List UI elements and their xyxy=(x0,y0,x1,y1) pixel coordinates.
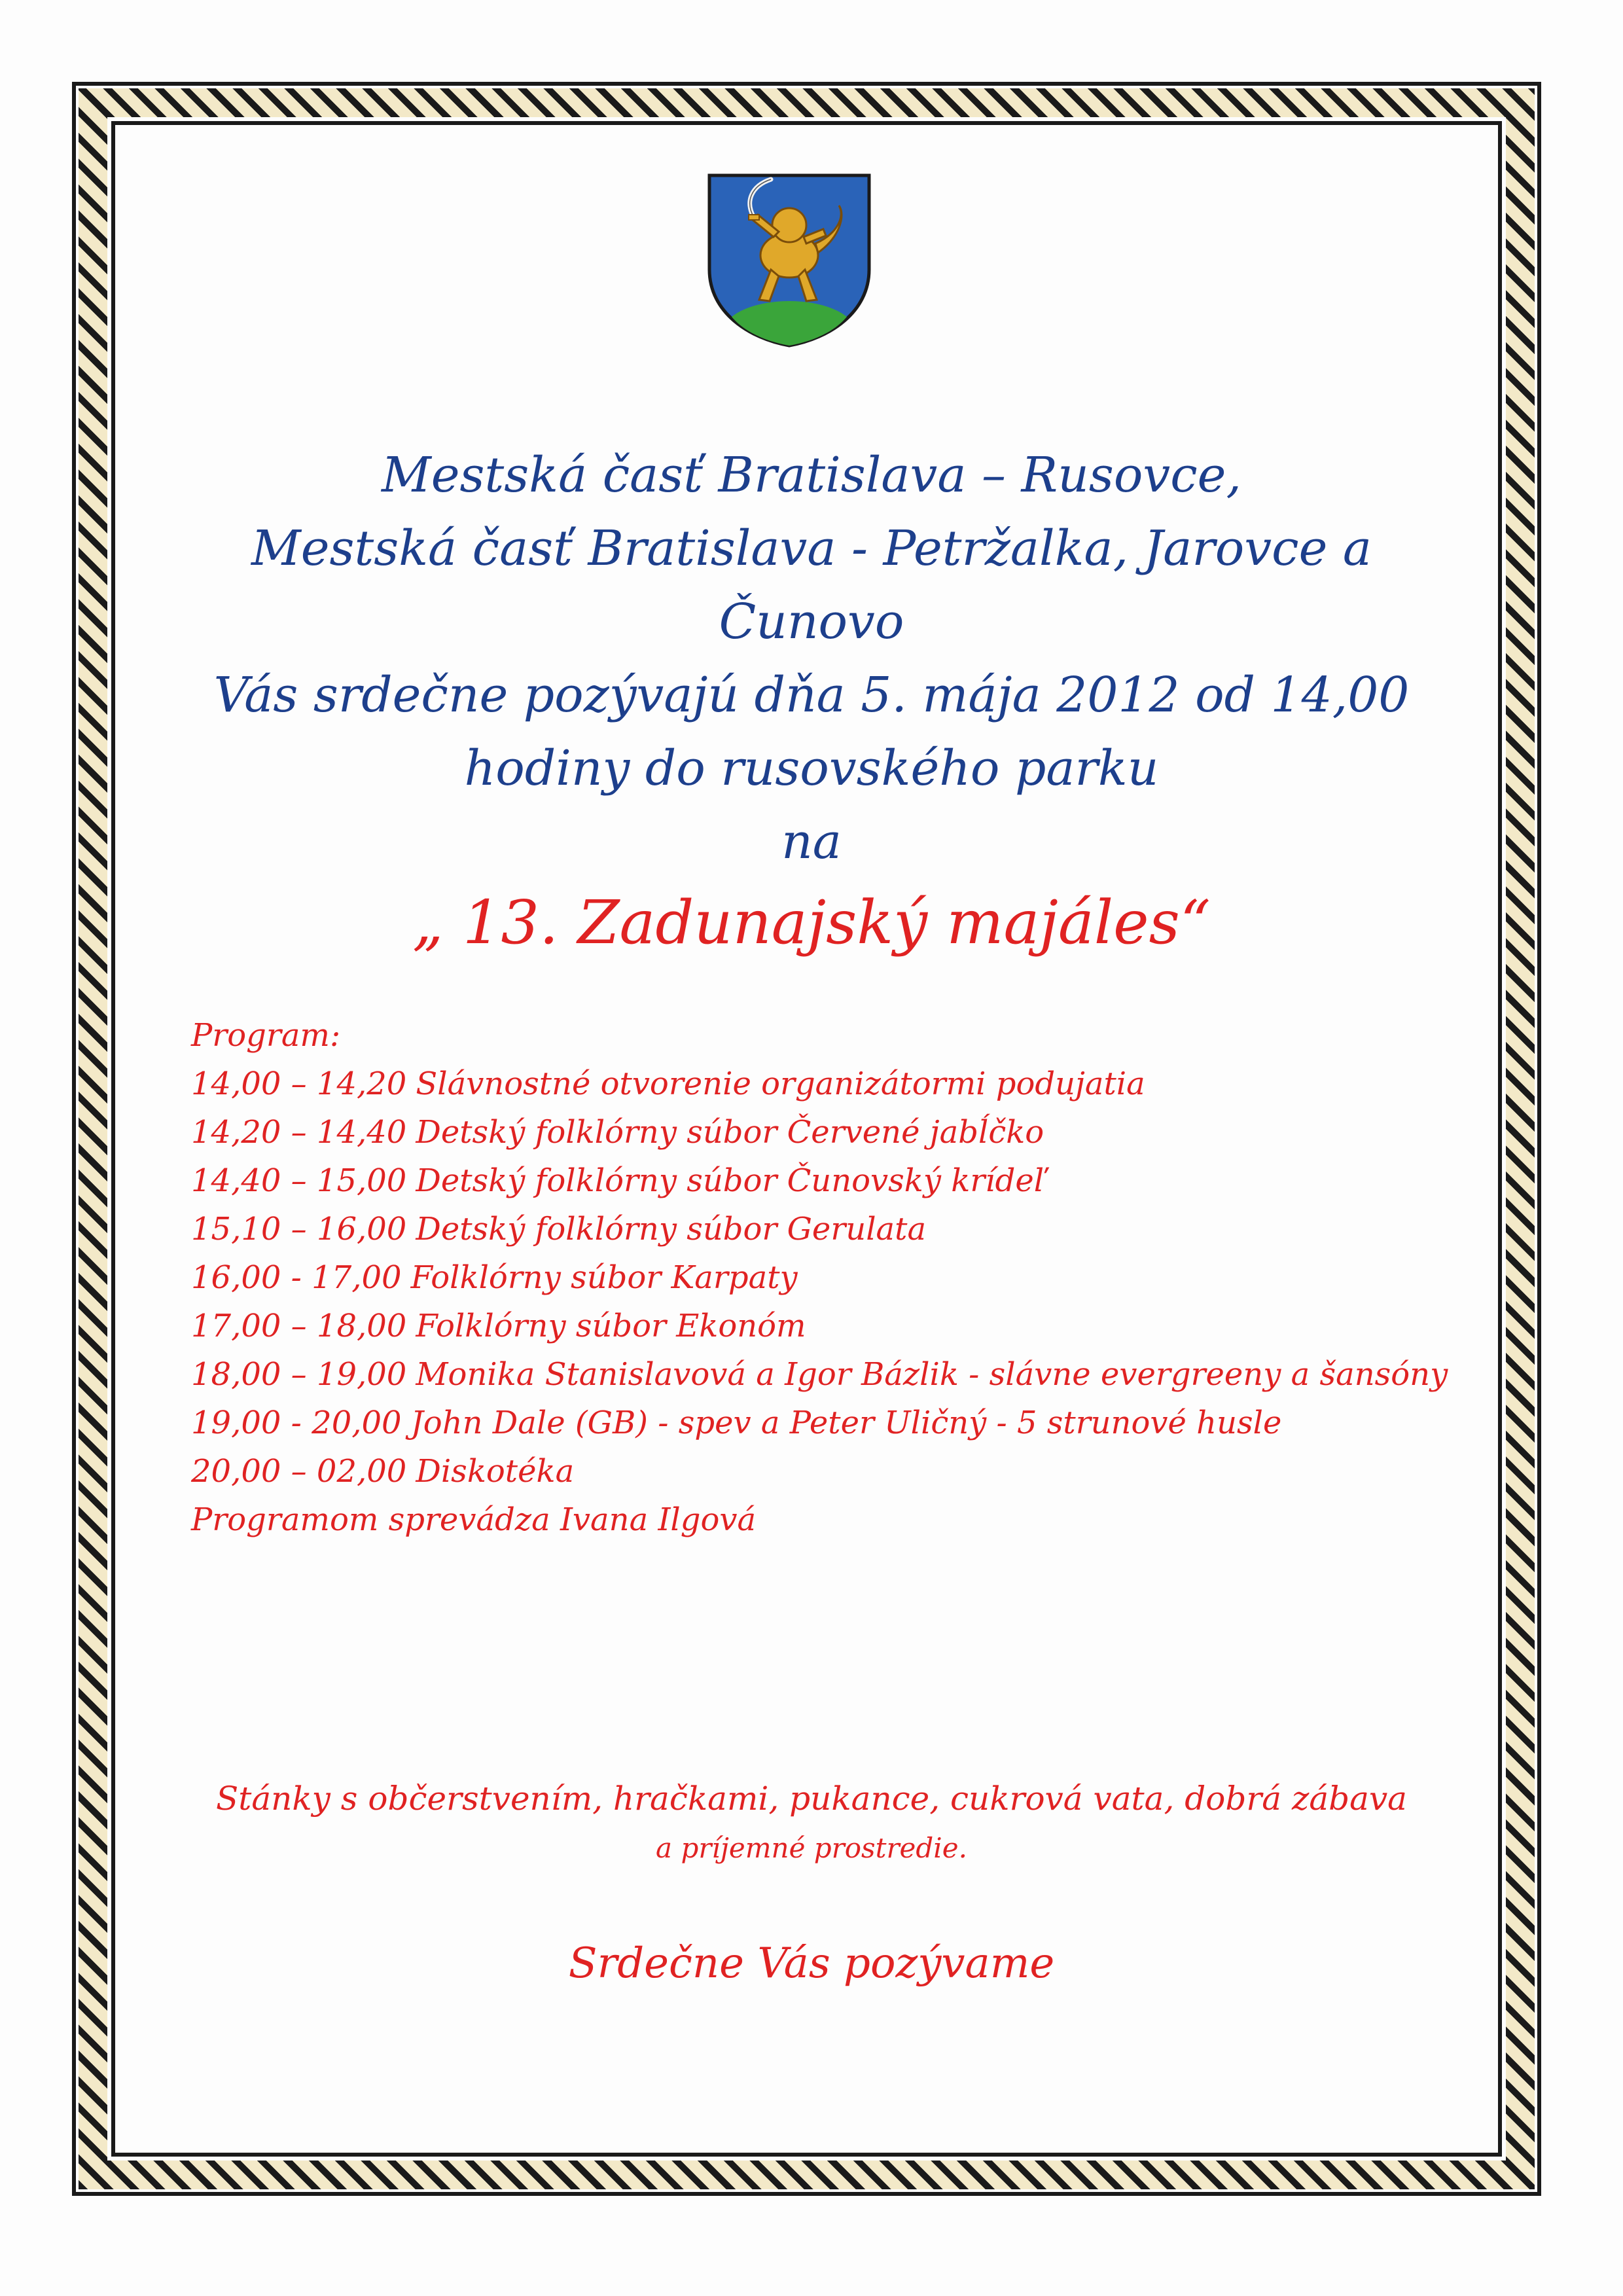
program-item-time: 18,00 – 19,00 xyxy=(191,1356,407,1393)
program-item-text: Diskotéka xyxy=(416,1453,575,1490)
program-item-text: Folklórny súbor Karpaty xyxy=(410,1259,798,1296)
program-item-text: John Dale (GB) - spev a Peter Uličný - 5 strunové husle xyxy=(410,1405,1282,1441)
program-item-text: Detský folklórny súbor Červené jabĺčko xyxy=(416,1114,1044,1151)
program-host: Programom sprevádza Ivana Ilgová xyxy=(191,1501,757,1538)
footer-note xyxy=(131,1774,1492,1873)
heading-line-2: Mestská časť Bratislava - Petržalka, Jarovce a xyxy=(251,520,1372,577)
heading-line-3: Čunovo xyxy=(719,594,904,650)
heading-line-1: Mestská časť Bratislava – Rusovce, xyxy=(381,447,1241,503)
closing-line: Srdečne Vás pozývame xyxy=(568,1939,1055,1988)
heading-line-6: na xyxy=(781,814,842,870)
program-list xyxy=(191,1011,1474,1544)
program-item xyxy=(191,1350,1474,1399)
program-item-text: Monika Stanislavová a Igor Bázlik - slávne evergreeny a šansóny xyxy=(416,1356,1448,1393)
program-item-time: 14,00 – 14,20 xyxy=(191,1066,407,1102)
heading-line-4: Vás srdečne pozývajú dňa 5. mája 2012 od 14,00 xyxy=(213,667,1410,723)
program-item-text: Detský folklórny súbor Gerulata xyxy=(416,1211,927,1247)
program-item-time: 16,00 - 17,00 xyxy=(191,1259,402,1296)
program-item-text: Detský folklórny súbor Čunovský krídeľ xyxy=(416,1162,1046,1199)
program-item xyxy=(191,1302,1474,1350)
footer-line-1: Stánky s občerstvením, hračkami, pukance, cukrová vata, dobrá zábava xyxy=(216,1780,1407,1818)
program-item-time: 14,20 – 14,40 xyxy=(191,1114,407,1151)
program-label: Program: xyxy=(191,1017,341,1054)
footer-line-2: a príjemné prostredie. xyxy=(656,1832,967,1864)
program-item-time: 20,00 – 02,00 xyxy=(191,1453,407,1490)
program-item-time: 14,40 – 15,00 xyxy=(191,1162,407,1199)
program-item-text: Folklórny súbor Ekonóm xyxy=(416,1308,806,1344)
program-item xyxy=(191,1447,1474,1496)
program-item xyxy=(191,1253,1474,1302)
program-item xyxy=(191,1399,1474,1447)
program-item-time: 19,00 - 20,00 xyxy=(191,1405,402,1441)
program-item xyxy=(191,1108,1474,1157)
lion-coat-of-arms-icon xyxy=(705,171,873,350)
program-item-text: Slávnostné otvorenie organizátormi podujatia xyxy=(416,1066,1145,1102)
program-item-time: 15,10 – 16,00 xyxy=(191,1211,407,1247)
event-title: „ 13. Zadunajský majáles“ xyxy=(412,888,1211,958)
program-item xyxy=(191,1157,1474,1205)
program-item xyxy=(191,1205,1474,1253)
heading-line-5: hodiny do rusovského parku xyxy=(464,740,1159,797)
program-item-time: 17,00 – 18,00 xyxy=(191,1308,407,1344)
invitation-heading xyxy=(131,439,1492,878)
program-item xyxy=(191,1060,1474,1108)
